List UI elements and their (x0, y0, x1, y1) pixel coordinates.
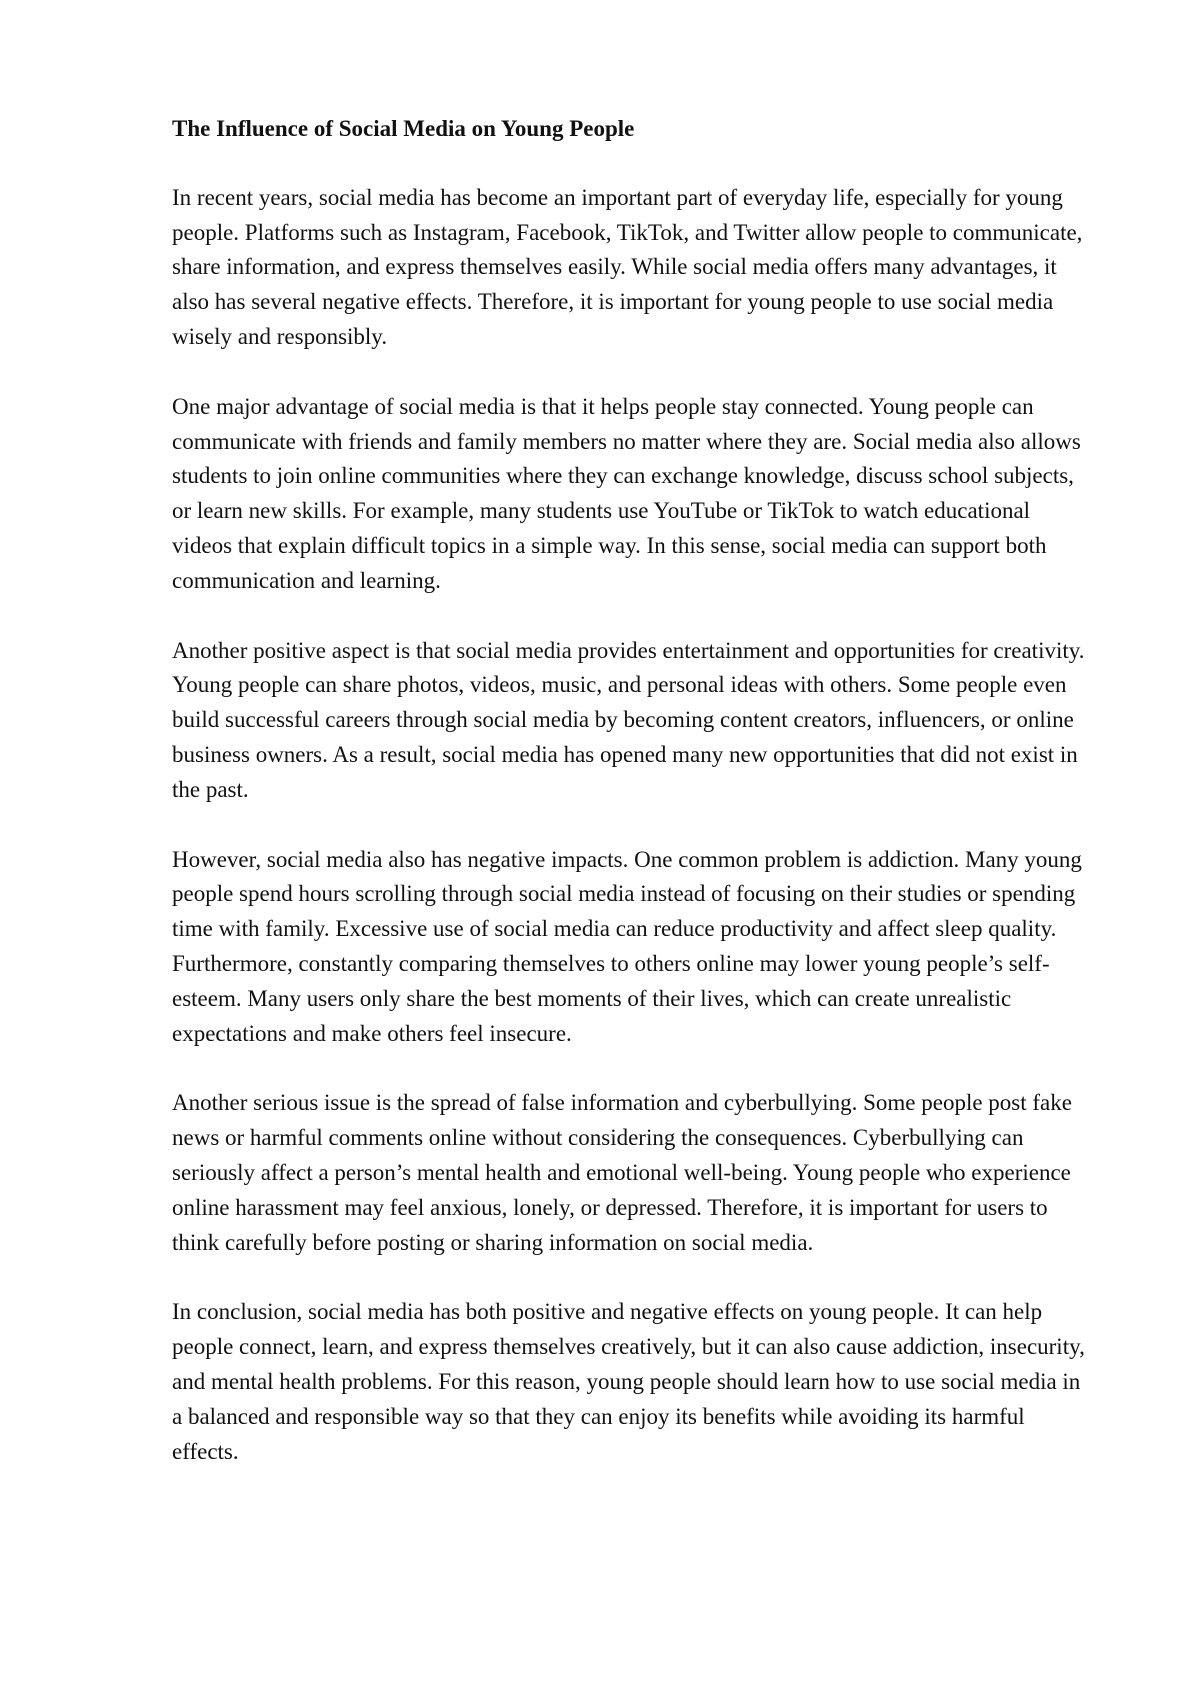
paragraph-connection-advantage: One major advantage of social media is that it helps people stay connected. Young people can communicate with friends and family members no matter where they are. Social media also allows students to join online communities where they can exchange knowledge, discuss school subjects, or learn new skills. For example, many students use YouTube or TikTok to watch educational videos that explain difficult topics in a simple way. In this sense, social media can support both communication and learning. (172, 393, 1081, 593)
document-title: The Influence of Social Media on Young People (172, 116, 635, 141)
paragraph-addiction-impact: However, social media also has negative impacts. One common problem is addiction. Many young people spend hours scrolling through social media instead of focusing on their studies or spending time with family. Excessive use of social media can reduce productivity and affect sleep quality. Furthermore, constantly comparing themselves to others online may lower young people’s self-esteem. Many users only share the best moments of their lives, which can create unrealistic expectations and make others feel insecure. (172, 846, 1082, 1046)
document-body (172, 112, 1092, 1469)
paragraph-misinformation-cyberbullying: Another serious issue is the spread of false information and cyberbullying. Some people post fake news or harmful comments online without considering the consequences. Cyberbullying can seriously affect a person’s mental health and emotional well-being. Young people who experience online harassment may feel anxious, lonely, or depressed. Therefore, it is important for users to think carefully before posting or sharing information on social media. (172, 1090, 1072, 1255)
paragraph-creativity-advantage: Another positive aspect is that social media provides entertainment and opportunities for creativity. Young people can share photos, videos, music, and personal ideas with others. Some people even build successful careers through social media by becoming content creators, influencers, or online business owners. As a result, social media has opened many new opportunities that did not exist in the past. (172, 637, 1085, 802)
paragraph-conclusion: In conclusion, social media has both positive and negative effects on young people. It can help people connect, learn, and express themselves creatively, but it can also cause addiction, insecurity, and mental health problems. For this reason, young people should learn how to use social media in a balanced and responsible way so that they can enjoy its benefits while avoiding its harmful effects. (172, 1299, 1085, 1464)
paragraph-introduction: In recent years, social media has become an important part of everyday life, especially for young people. Platforms such as Instagram, Facebook, TikTok, and Twitter allow people to communicate, share information, and express themselves easily. While social media offers many advantages, it also has several negative effects. Therefore, it is important for young people to use social media wisely and responsibly. (172, 184, 1083, 349)
